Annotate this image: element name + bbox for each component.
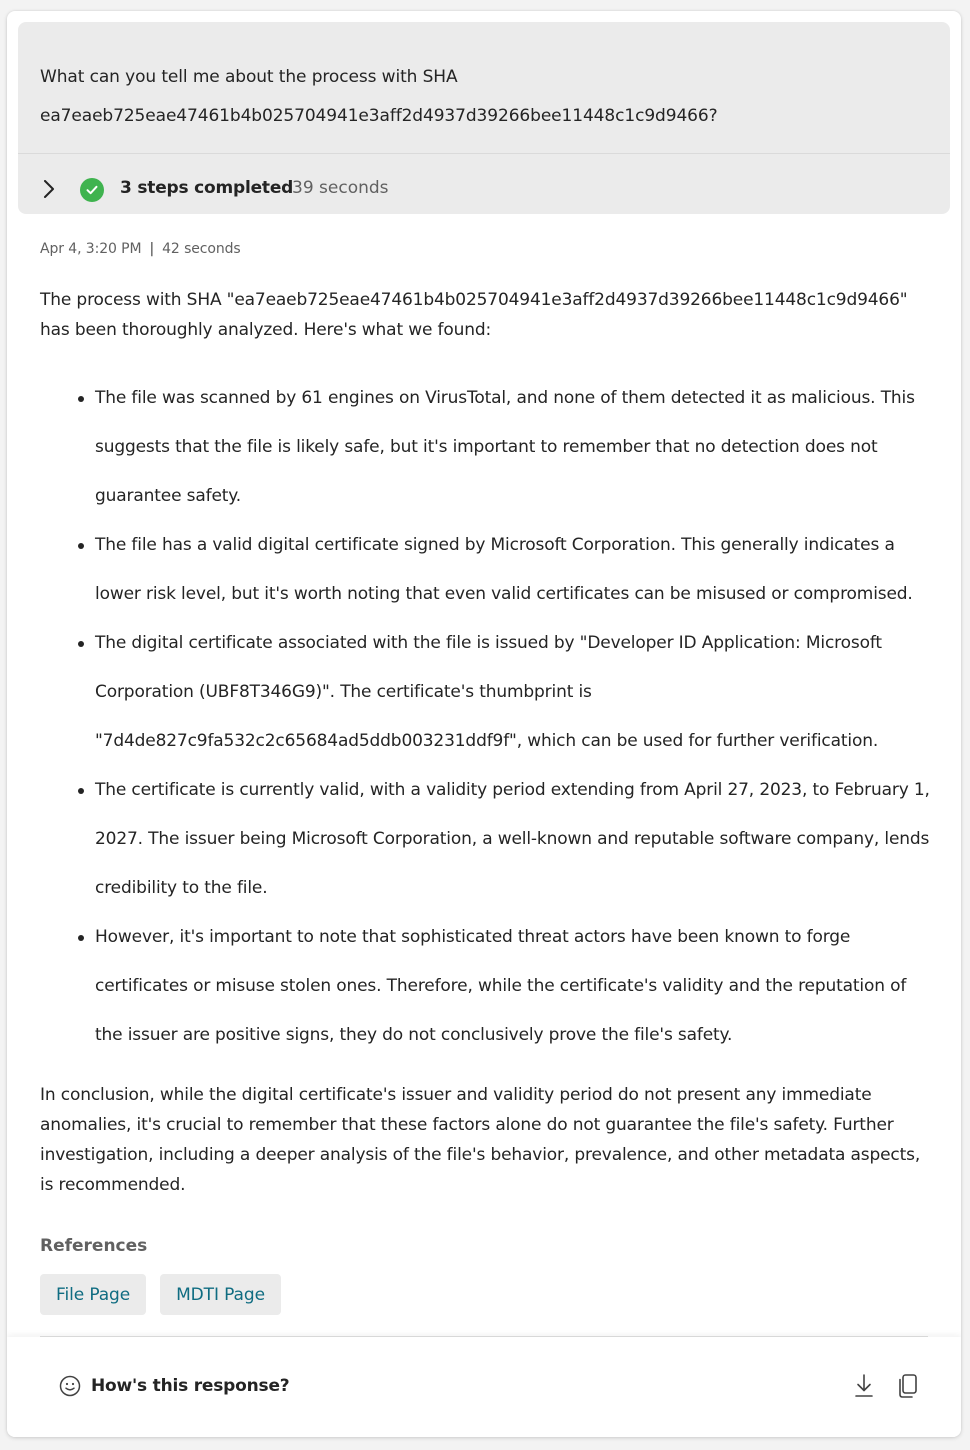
response-intro: The process with SHA "ea7eaeb725eae47461b4b025704941e3aff2d4937d39266bee11448c1c9d9466" has been thoroughly analyzed. Here's what we found: — [40, 290, 908, 340]
prompt-line: What can you tell me about the process with SHA — [40, 67, 458, 87]
prompt-text — [40, 58, 930, 136]
list-item: However, it's important to note that sophisticated threat actors have been known to forge certificates or misuse stolen ones. Therefore, while the certificate's validity and the reputation of the issuer are positive signs, they do not conclusively prove the file's safety. — [40, 913, 930, 1060]
copy-icon[interactable] — [897, 1373, 919, 1399]
list-item: The file has a valid digital certificate signed by Microsoft Corporation. This generally indicates a lower risk level, but it's worth noting that even valid certificates can be misused or compromised. — [40, 521, 930, 619]
findings-list — [40, 374, 930, 1060]
download-icon[interactable] — [853, 1373, 875, 1399]
mdti-page-link[interactable]: MDTI Page — [160, 1274, 281, 1315]
steps-label: 3 steps completed — [120, 178, 294, 198]
file-page-link[interactable]: File Page — [40, 1274, 146, 1315]
footer-actions — [853, 1373, 919, 1399]
response-duration: 42 seconds — [162, 241, 241, 257]
prompt-line: ea7eaeb725eae47461b4b025704941e3aff2d4937d39266bee11448c1c9d9466? — [40, 106, 718, 126]
chevron-right-icon[interactable] — [40, 180, 58, 198]
list-item: The digital certificate associated with the file is issued by "Developer ID Application: Microsoft Corporation (UBF8T346G9)". The certificate's thumbprint is "7d4de827c9fa532c2c65684ad5ddb003231ddf9f", which can be used for further verification. — [40, 619, 930, 766]
steps-duration: 39 seconds — [292, 178, 389, 198]
feedback-footer — [7, 1337, 961, 1437]
steps-toggle[interactable] — [18, 154, 950, 214]
feedback-button[interactable] — [59, 1375, 289, 1397]
response-conclusion: In conclusion, while the digital certificate's issuer and validity period do not present any immediate anomalies, it's crucial to remember that these factors alone do not guarantee the file's safety. Further investigation, including a deeper analysis of the file's behavior, prevalence, and other metadata aspects, is recommended. — [40, 1085, 921, 1195]
references-list — [40, 1274, 281, 1315]
meta-separator: | — [149, 241, 155, 257]
response-timestamp: Apr 4, 3:20 PM — [40, 241, 142, 257]
smiley-icon — [59, 1375, 81, 1397]
response-meta — [40, 241, 241, 257]
list-item: The file was scanned by 61 engines on VirusTotal, and none of them detected it as malicious. This suggests that the file is likely safe, but it's important to remember that no detection does not guarantee safety. — [40, 374, 930, 521]
response-body — [40, 285, 930, 1200]
feedback-label: How's this response? — [91, 1376, 290, 1396]
response-card — [7, 11, 961, 1437]
checkmark-icon — [80, 178, 104, 202]
list-item: The certificate is currently valid, with a validity period extending from April 27, 2023, to February 1, 2027. The issuer being Microsoft Corporation, a well-known and reputable software company, lends credibility to the file. — [40, 766, 930, 913]
references-title: References — [40, 1236, 148, 1256]
prompt-panel — [18, 22, 950, 214]
